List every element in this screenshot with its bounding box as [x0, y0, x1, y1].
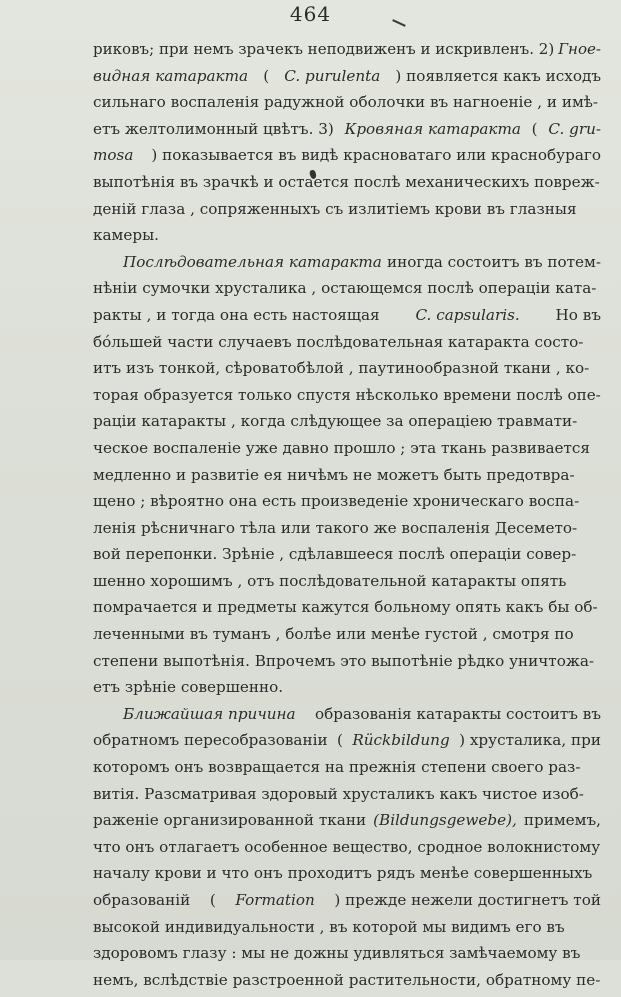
body-text [93, 40, 601, 997]
text-line [93, 545, 601, 572]
text-segment: ( [209, 891, 216, 909]
text-line [93, 519, 601, 546]
page-number: 464 [289, 2, 332, 26]
text-line [93, 811, 601, 838]
italic-term: Rückbildung [352, 731, 450, 750]
text-line [93, 146, 601, 173]
italic-term: Кровяная катаракта [344, 119, 521, 138]
text-segment: примемъ, [523, 811, 601, 830]
text-line [93, 652, 601, 679]
italic-term: видная катаракта [93, 66, 249, 85]
text-line [93, 359, 601, 386]
text-line [93, 891, 601, 918]
text-line [93, 678, 601, 705]
text-segment: ) прежде нежели достигнетъ той [334, 891, 601, 909]
text-segment: образованія катаракты состоитъ въ [314, 704, 601, 723]
text-segment: раціи катаракты , когда слѣдующее за операціею травмати- [93, 412, 578, 431]
text-segment: иногда состоитъ въ потем- [387, 252, 601, 271]
text-segment: высокой индивидуальности , въ которой мы видимъ его въ [93, 917, 565, 936]
text-segment: степени выпотѣнія. Впрочемъ это выпотѣніе рѣдко уничтожа- [93, 651, 595, 670]
text-line [93, 971, 601, 997]
text-segment: етъ зрѣніе совершенно. [93, 678, 284, 697]
text-segment: ( [531, 119, 538, 138]
text-segment: леченными въ туманъ , болѣе или менѣе густой , смотря по [93, 625, 574, 644]
text-line [93, 439, 601, 466]
text-line [93, 731, 601, 758]
text-segment: ) хрусталика, при [459, 731, 601, 750]
text-line [93, 625, 601, 652]
text-line [93, 120, 601, 147]
text-segment: итъ изъ тонкой, сѣроватобѣлой , паутинообразной ткани , ко- [93, 359, 590, 378]
text-line [93, 279, 601, 306]
italic-term: Послѣдовательная катаракта [123, 252, 382, 271]
italic-term: Formation [235, 891, 315, 909]
text-segment: риковъ; при немъ зрачекъ неподвиженъ и искривленъ. 2) [93, 40, 555, 58]
text-line [93, 67, 601, 94]
text-segment: обратномъ пересобразованіи [93, 731, 328, 750]
text-line [93, 386, 601, 413]
text-segment: началу крови и что онъ проходитъ рядъ менѣе совершенныхъ [93, 864, 593, 883]
text-segment: шенно хорошимъ , отъ послѣдовательной катаракты опять [93, 571, 567, 590]
text-line [93, 253, 601, 280]
text-line [93, 785, 601, 812]
text-segment: нѣніи сумочки хрусталика , остающемся послѣ операціи ката- [93, 279, 597, 298]
text-segment: витія. Разсматривая здоровый хрусталикъ какъ чистое изоб- [93, 784, 584, 803]
italic-term: C. capsularis. [415, 305, 520, 324]
text-line [93, 705, 601, 732]
text-line [93, 598, 601, 625]
text-segment: здоровомъ глазу : мы не дожны удивляться замѣчаемому въ [93, 944, 581, 963]
text-segment: бóльшей части случаевъ послѣдовательная катаракта состо- [93, 332, 584, 351]
text-line [93, 466, 601, 493]
text-line [93, 838, 601, 865]
text-segment: торая образуется только спустя нѣсколько времени послѣ опе- [93, 385, 601, 404]
text-line [93, 200, 601, 227]
italic-term: Гное- [558, 40, 601, 58]
italic-term: C. purulenta [284, 66, 381, 85]
text-segment: щено ; вѣроятно она есть произведеніе хроническаго воспа- [93, 492, 580, 511]
italic-term: (Bildungsgewebe), [373, 811, 517, 830]
text-segment: ракты , и тогда она есть настоящая [93, 305, 380, 324]
text-line [93, 306, 601, 333]
text-segment: деній глаза , сопряженныхъ съ излитіемъ крови въ глазныя [93, 199, 577, 218]
text-segment: медленно и развитіе ея ничѣмъ не можетъ быть предотвра- [93, 465, 575, 484]
text-segment: сильнаго воспаленія радужной оболочки въ нагноеніе , и имѣ- [93, 93, 599, 112]
text-segment: что онъ отлагаетъ особенное вещество, сродное волокнистому [93, 837, 601, 856]
text-segment: Но въ [555, 305, 601, 324]
text-line [93, 173, 601, 200]
text-segment: помрачается и предметы кажутся больному опять какъ бы об- [93, 598, 598, 617]
text-segment: выпотѣнія въ зрачкѣ и остается послѣ механическихъ повреж- [93, 172, 600, 191]
text-segment: образованій [93, 891, 191, 909]
text-line [93, 333, 601, 360]
text-line [93, 412, 601, 439]
text-segment: ческое воспаленіе уже давно прошло ; эта ткань развивается [93, 438, 591, 457]
text-segment: раженіе организированной ткани [93, 811, 367, 830]
italic-term: mosa [93, 146, 134, 165]
text-segment: ) появляется какъ исходъ [395, 66, 601, 85]
text-segment: етъ желтолимонный цвѣтъ. 3) [93, 119, 334, 138]
text-line [93, 944, 601, 971]
text-line [93, 864, 601, 891]
text-segment: камеры. [93, 226, 159, 245]
italic-term: C. gru- [548, 119, 601, 138]
text-line [93, 918, 601, 945]
text-segment: немъ, вслѣдствіе разстроенной растительности, обратному пе- [93, 970, 601, 989]
text-segment: которомъ онъ возвращается на прежнія степени своего раз- [93, 758, 581, 777]
text-line [93, 226, 601, 253]
text-segment: вой перепонки. Зрѣніе , сдѣлавшееся послѣ операціи совер- [93, 545, 577, 564]
text-line [93, 40, 601, 67]
text-segment: ( [263, 66, 270, 85]
text-line [93, 93, 601, 120]
text-line [93, 572, 601, 599]
text-line [93, 758, 601, 785]
text-segment: ) показывается въ видѣ красноватаго или краснобураго [151, 146, 601, 165]
text-line [93, 492, 601, 519]
text-segment: ленія рѣсничнаго тѣла или такого же воспаленія Десемето- [93, 518, 578, 537]
text-segment: ( [336, 731, 343, 750]
italic-term: Ближайшая причина [123, 704, 296, 723]
